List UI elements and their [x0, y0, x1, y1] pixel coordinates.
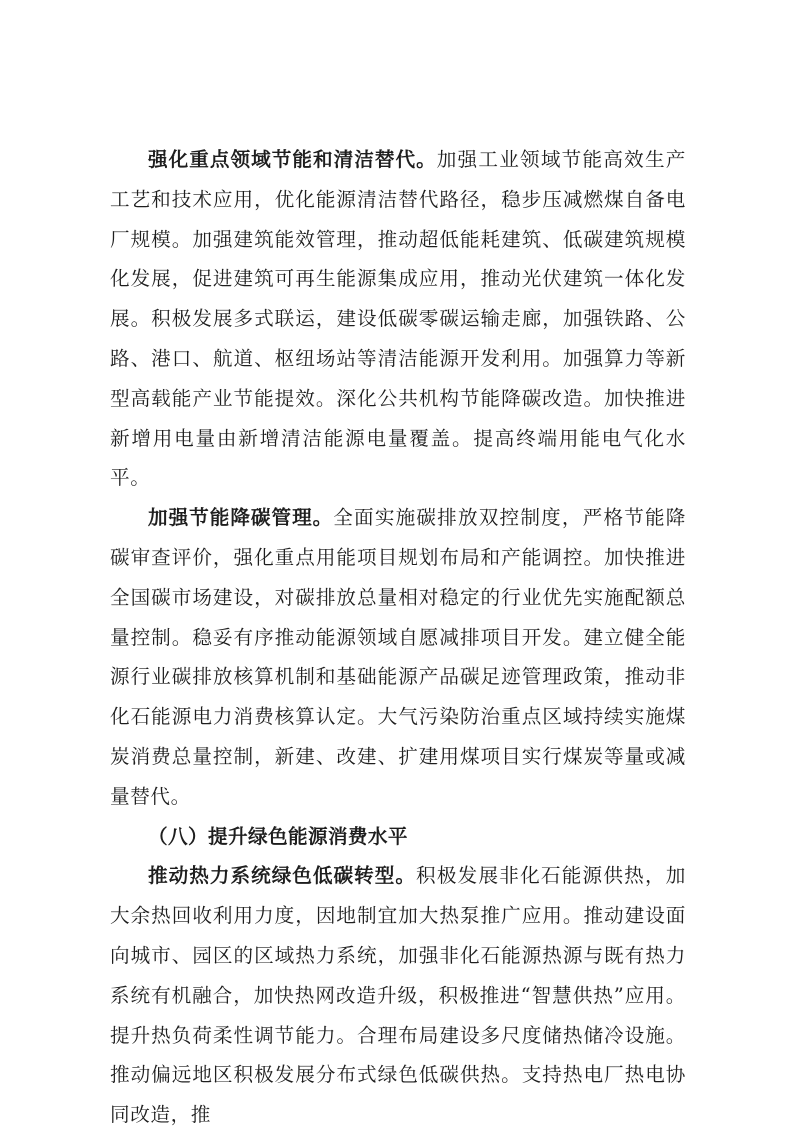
paragraph-lead: 强化重点领域节能和清洁替代。 — [148, 148, 437, 171]
paragraph-text: 全面实施碳排放双控制度，严格节能降碳审查评价，强化重点用能项目规划布局和产能调控。加快推进全国碳市场建设，对碳排放总量相对稳定的行业优先实施配额总量控制。稳妥有序推动能源领域自愿减排项目开发。建立健全能源行业碳排放核算机制和基础能源产品碳足迹管理政策，推动非化石能源电力消费核算认定。大气污染防治重点区域持续实施煤炭消费总量控制，新建、改建、扩建用煤项目实行煤炭等量或减量替代。 — [110, 506, 686, 808]
paragraph-lead: 推动热力系统绿色低碳转型。 — [148, 864, 417, 888]
paragraph-lead: 加强节能降碳管理。 — [148, 506, 334, 530]
paragraph-energy-efficiency — [110, 140, 686, 498]
paragraph-heating-transition — [110, 856, 686, 1135]
paragraph-text: 积极发展非化石能源供热，加大余热回收利用力度，因地制宜加大热泵推广应用。推动建设面向城市、园区的区域热力系统，加强非化石能源热源与既有热力系统有机融合，加快热网改造升级，积极推进“智慧供热”应用。提升热负荷柔性调节能力。合理布局建设多尺度储热储冷设施。推动偏远地区积极发展分布式绿色低碳供热。支持热电厂热电协同改造，推 — [110, 864, 686, 1127]
paragraph-text: 加强工业领域节能高效生产工艺和技术应用，优化能源清洁替代路径，稳步压减燃煤自备电厂规模。加强建筑能效管理，推动超低能耗建筑、低碳建筑规模化发展，促进建筑可再生能源集成应用，推动光伏建筑一体化发展。积极发展多式联运，建设低碳零碳运输走廊，加强铁路、公路、港口、航道、枢纽场站等清洁能源开发利用。加强算力等新型高载能产业节能提效。深化公共机构节能降碳改造。加快推进新增用电量由新增清洁能源电量覆盖。提高终端用能电气化水平。 — [110, 148, 686, 490]
document-body — [110, 140, 686, 1135]
section-heading: （八）提升绿色能源消费水平 — [148, 824, 408, 848]
paragraph-carbon-management — [110, 498, 686, 816]
